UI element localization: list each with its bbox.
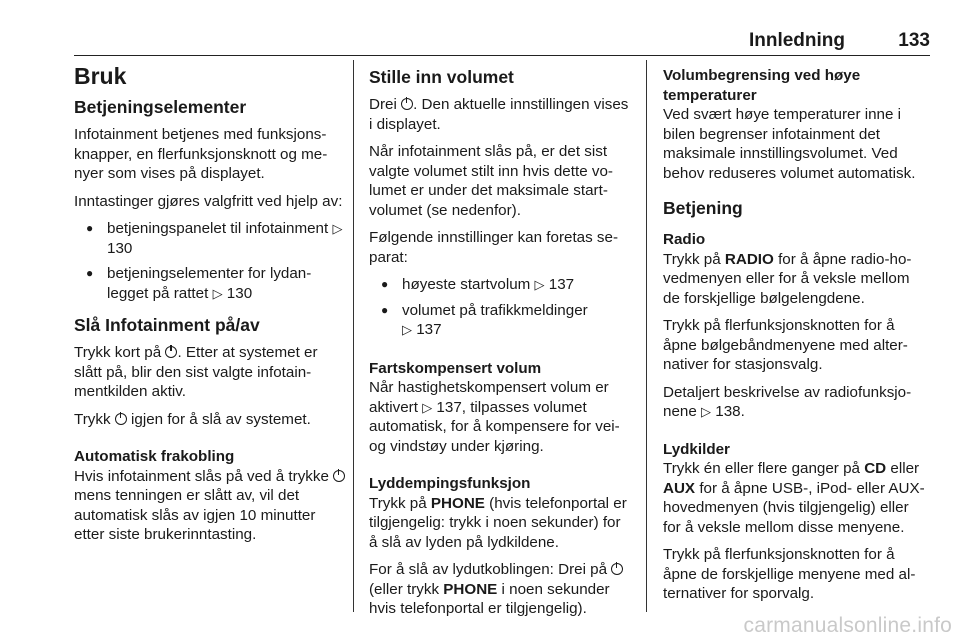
- paragraph: Trykk én eller flere ganger på CD eller AUX for å åpne USB-, iPod- eller AUX-hovedmenyen (hvis tilgjengelig) eller for å veksle mellom disse menyene.: [663, 460, 925, 536]
- paragraph: Trykk kort på . Etter at systemet er slått på, blir den sist valgte infotainmentkilden aktiv.: [74, 344, 318, 400]
- cross-reference-arrow-icon: ▷: [534, 277, 545, 292]
- bullet-list: [369, 275, 631, 340]
- volume-heading: Stille inn volumet: [369, 67, 514, 87]
- section-title: Innledning: [748, 30, 845, 51]
- cross-reference-arrow-icon: ▷: [701, 404, 712, 419]
- page-number: 133: [898, 30, 930, 51]
- list-item: ● høyeste startvolum ▷ 137: [369, 275, 631, 295]
- page-header: [74, 30, 930, 56]
- power-heading: Slå Infotainment på/av: [74, 315, 260, 335]
- radio-key: RADIO: [724, 250, 774, 268]
- list-item: ● betjeningspanelet til infotainment ▷ 130: [74, 219, 346, 258]
- temperature-heading: Volumbegrensing ved høye temperaturer: [663, 67, 861, 104]
- column-divider-2: [646, 60, 647, 612]
- cross-reference-arrow-icon: ▷: [332, 221, 343, 236]
- watermark: carmanualsonline.info: [743, 614, 952, 637]
- column-1: [74, 60, 346, 553]
- power-knob-icon: [165, 346, 177, 358]
- list-item: ● betjeningselementer for lydanlegget på rattet ▷ 130: [74, 264, 346, 303]
- paragraph: Følgende innstillinger kan foretas separat:: [369, 229, 619, 266]
- paragraph: Når infotainment slås på, er det sist valgte volumet stilt inn hvis dette volumet er under det maksimale startvolumet (se nedenfor).: [369, 143, 613, 219]
- speed-volume-heading: Fartskompensert volum: [369, 359, 542, 377]
- paragraph: Ved svært høye temperaturer inne i bilen begrenser infotainment det maksimale innstillingsvolumet. Ved behov reduseres volumet automatisk.: [663, 106, 916, 182]
- cd-key: CD: [864, 460, 887, 477]
- radio-heading: Radio: [663, 231, 706, 248]
- cross-reference-arrow-icon: ▷: [402, 322, 412, 337]
- bullet-list: [74, 219, 346, 303]
- paragraph: Trykk igjen for å slå av systemet.: [74, 410, 311, 428]
- controls-heading: Betjeningselementer: [74, 97, 247, 117]
- power-knob-icon: [115, 413, 127, 425]
- paragraph: Trykk på flerfunksjonsknotten for å åpne de forskjellige menyene med alternativer for sporvalg.: [663, 546, 916, 602]
- paragraph: Trykk på PHONE (hvis telefonportal er tilgjengelig: trykk i noen sekunder) for å slå av lyden på lydkildene.: [369, 494, 627, 551]
- power-knob-icon: [333, 470, 345, 482]
- paragraph: Trykk på flerfunksjonsknotten for å åpne bølgebåndmenyene med alternativer for stasjonsvalg.: [663, 317, 908, 373]
- audio-sources-heading: Lydkilder: [663, 440, 730, 458]
- volume-knob-icon: [401, 98, 413, 110]
- column-3: [663, 60, 930, 612]
- chapter-heading: Bruk: [74, 63, 127, 89]
- paragraph: Detaljert beskrivelse av radiofunksjonene ▷ 138.: [663, 383, 912, 420]
- volume-knob-icon: [611, 563, 623, 575]
- mute-heading: Lyddempingsfunksjon: [369, 475, 531, 492]
- column-divider-1: [353, 60, 354, 612]
- cross-reference-arrow-icon: ▷: [212, 285, 223, 301]
- paragraph: Hvis infotainment slås på ved å trykke mens tenningen er slått av, vil det automatisk slås av igjen 10 minutter etter siste brukerinntasting.: [74, 467, 346, 545]
- auto-off-heading: Automatisk frakobling: [74, 448, 235, 465]
- paragraph: Infotainment betjenes med funksjonsknapper, en flerfunksjonsknott og menyer som vises på displayet.: [74, 126, 328, 182]
- phone-key: PHONE: [430, 494, 485, 512]
- cross-reference-arrow-icon: ▷: [422, 399, 433, 415]
- paragraph: Drei . Den aktuelle innstillingen vises i displayet.: [369, 96, 629, 133]
- paragraph: Inntastinger gjøres valgfritt ved hjelp av:: [74, 192, 343, 210]
- operation-heading: Betjening: [663, 198, 743, 218]
- phone-key: PHONE: [443, 580, 498, 598]
- paragraph: Når hastighetskompensert volum er aktivert ▷ 137, tilpasses volumet automatisk, for å kompensere for veiog vindstøy under kjøring.: [369, 379, 620, 455]
- header-divider: [74, 55, 930, 56]
- paragraph: Trykk på RADIO for å åpne radio-hovedmenyen eller for å veksle mellom de forskjellige bølgelengdene.: [663, 250, 912, 307]
- list-item: ● volumet på trafikkmeldinger ▷ 137: [369, 301, 631, 340]
- aux-key: AUX: [663, 479, 696, 497]
- paragraph: For å slå av lydutkoblingen: Drei på (eller trykk PHONE i noen sekunder hvis telefonportal er tilgjengelig).: [369, 560, 631, 619]
- column-2: [369, 60, 631, 627]
